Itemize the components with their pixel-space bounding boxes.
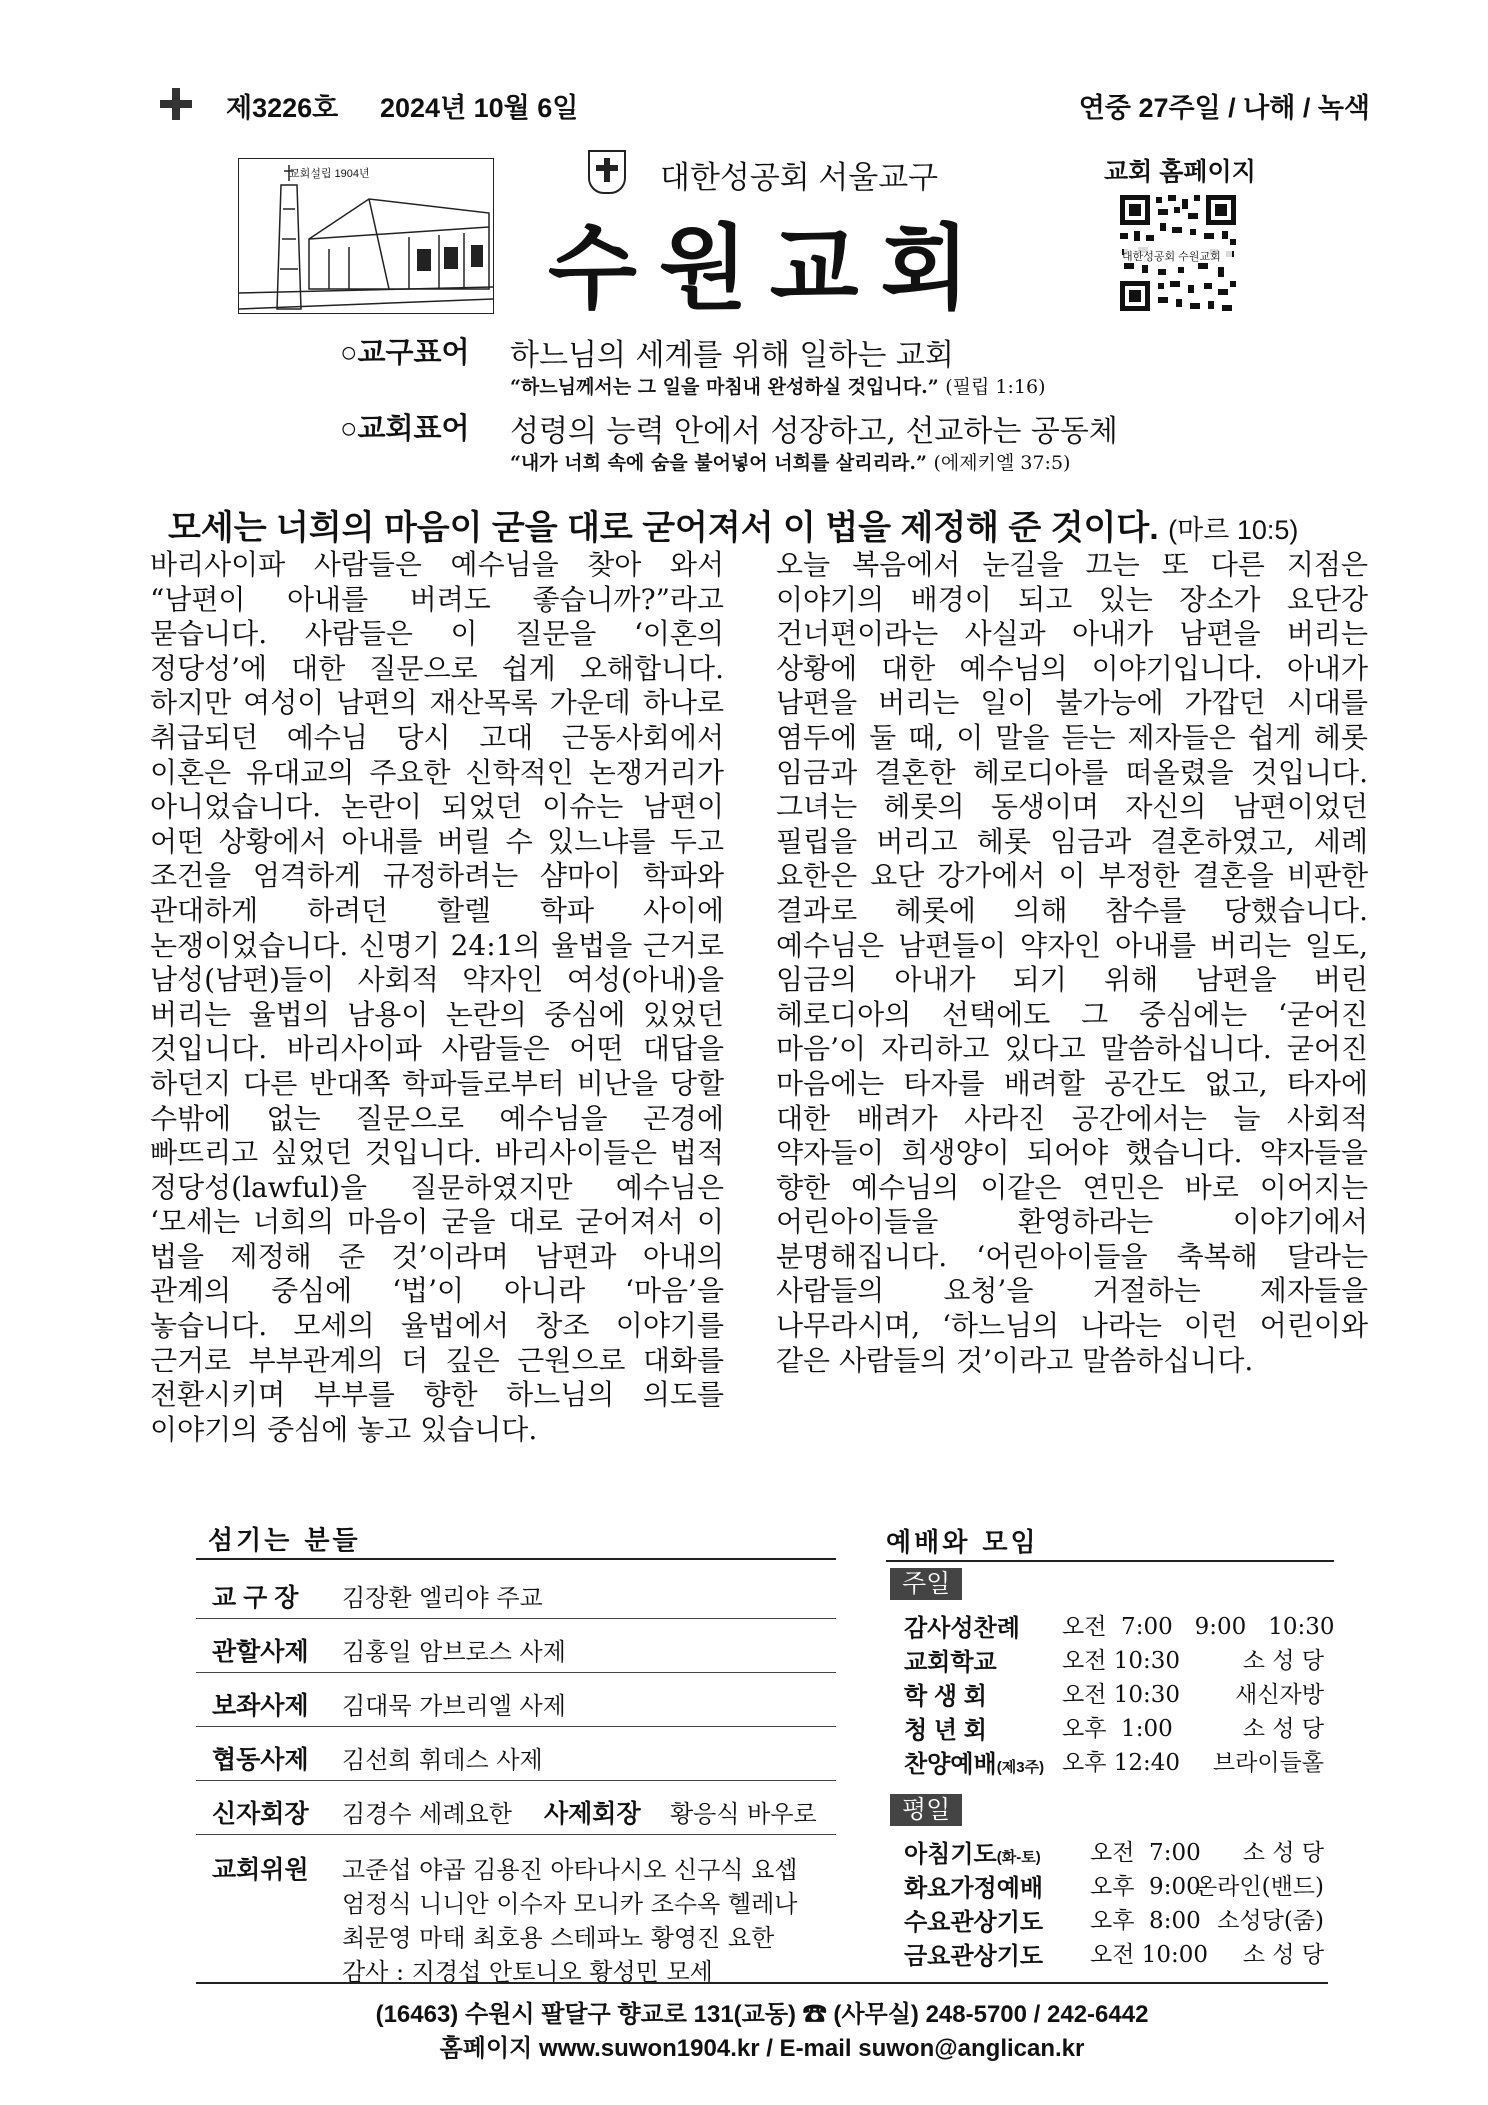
worship-name: 교회학교 <box>904 1649 997 1676</box>
diocese-motto-verse-ref: (필립 1:16) <box>945 376 1046 398</box>
worship-name-text: 아침기도 <box>904 1841 997 1868</box>
sermon-column-right: 오늘 복음에서 눈길을 끄는 또 다른 지점은 이야기의 배경이 되고 있는 장소가 요단강 건너편이라는 사실과 아내가 남편을 버리는 상황에 대한 예수님의 이야기입니다. 아내가 남편을 버리는 일이 불가능에 가깝던 시대를 염두에 둘 때, 이 말을 듣는 제자들은 쉽게 헤롯 임금과 결혼한 헤로디아를 떠올렸을 것입니다. 그녀는 헤롯의 동생이며 자신의 남편이었던 필립을 버리고 헤롯 임금과 결혼하였고, 세례 요한은 요단 강가에서 이 부정한 결혼을 비판한 결과로 헤롯에 의해 참수를 당했습니다. 예수님은 남편들이 약자인 아내를 버리는 일도, 임금의 아내가 되기 위해 남편을 버린 헤로디아의 선택에도 그 중심에는 ‘굳어진 마음’이 자리하고 있다고 말씀하십니다. 굳어진 마음에는 타자를 배려할 공간도 없고, 타자에 대한 배려가 사라진 공간에서는 늘 사회적 약자들이 희생양이 되어야 했습니다. 약자들을 향한 예수님의 이같은 연민은 바로 이어지는 어린아이들을 환영하라는 이야기에서 분명해집니다. ‘어린아이들을 축복해 달라는 사람들의 요청’을 거절하는 제자들을 나무라시며, ‘하느님의 나라는 이런 어린이와 같은 사람들의 것’이라고 말씀하십니다. <box>776 548 1368 1377</box>
worship-time: 오전 10:30 <box>1062 1648 1181 1674</box>
worship-row <box>904 1834 1324 1868</box>
server-name: 김장환 엘리야 주교 <box>342 1584 543 1612</box>
server-role: 신자회장 <box>212 1800 309 1828</box>
worship-time: 오후 12:40 <box>1062 1750 1181 1776</box>
sermon-scripture-ref: (마르 10:5) <box>1168 515 1299 545</box>
liturgical-season: 연중 27주일 / 나해 / 녹색 <box>1078 93 1370 123</box>
server-row <box>196 1622 836 1673</box>
church-motto-label: ○교회표어 <box>340 413 470 445</box>
worship-name: 감사성찬례 <box>904 1615 1020 1642</box>
worship-place: 소 성 당 <box>1242 1648 1324 1674</box>
worship-place: 소 성 당 <box>1242 1840 1324 1866</box>
diocese-motto-verse <box>510 372 1046 399</box>
church-motto-verse-text: “내가 너희 속에 숨을 불어넣어 너희를 살리리라.” <box>510 452 927 474</box>
qr-caption: 대한성공회 수원교회 <box>1122 251 1221 263</box>
diocese-motto: 하느님의 세계를 위해 일하는 교회 <box>510 338 954 373</box>
weekday-tab: 평일 <box>890 1794 962 1826</box>
diocese-motto-verse-text: “하느님께서는 그 일을 마침내 완성하실 것입니다.” <box>510 376 939 398</box>
worship-heading-rule <box>886 1560 1334 1562</box>
worship-place: 소 성 당 <box>1242 1716 1324 1742</box>
committee-row <box>196 1838 836 1988</box>
worship-time: 오후 1:00 <box>1062 1716 1173 1742</box>
worship-note: (제3주) <box>996 1759 1045 1776</box>
worship-place: 소 성 당 <box>1242 1942 1324 1968</box>
committee-line: 엄정식 니니안 이수자 모니카 조수옥 헬레나 <box>342 1890 798 1918</box>
sermon-title <box>168 500 1348 549</box>
worship-row <box>904 1642 1324 1676</box>
homepage-label: 교회 홈페이지 <box>1104 158 1256 186</box>
committee-label: 교회위원 <box>212 1856 309 1884</box>
issue-number: 제3226호 <box>226 93 339 123</box>
committee-line: 고준섭 야곱 김용진 아타나시오 신구식 요셉 <box>342 1856 798 1884</box>
worship-time: 오전 7:00 <box>1090 1840 1201 1866</box>
footer-rule <box>196 1982 1328 1984</box>
worship-place: 온라인(밴드) <box>1194 1874 1324 1900</box>
worship-time: 오전 10:00 <box>1090 1942 1209 1968</box>
servers-heading: 섬기는 분들 <box>208 1526 361 1556</box>
worship-name: 청 년 회 <box>904 1717 987 1744</box>
cross-icon <box>160 88 192 120</box>
diocese-motto-label: ○교구표어 <box>340 337 470 369</box>
worship-name-text: 찬양예배 <box>904 1751 997 1778</box>
server-role: 교 구 장 <box>212 1584 299 1612</box>
worship-note: (화-토) <box>996 1849 1041 1866</box>
server-role: 보좌사제 <box>212 1692 309 1720</box>
church-drawing <box>239 159 493 313</box>
worship-row <box>904 1936 1324 1970</box>
committee-line: 최문영 마태 최호용 스테파노 황영진 요한 <box>342 1924 775 1952</box>
worship-name: 화요가정예배 <box>904 1875 1044 1902</box>
worship-row <box>904 1710 1324 1744</box>
worship-place: 브라이들홀 <box>1212 1750 1324 1776</box>
worship-name <box>904 1744 1044 1779</box>
server-row <box>196 1730 836 1781</box>
church-name: 수원교회 <box>548 214 992 322</box>
worship-place: 소성당(줌) <box>1217 1908 1324 1934</box>
worship-row <box>904 1868 1324 1902</box>
worship-name: 수요관상기도 <box>904 1909 1044 1936</box>
sermon-column-left: 바리사이파 사람들은 예수님을 찾아 와서 “남편이 아내를 버려도 좋습니까?”라고 묻습니다. 사람들은 이 질문을 ‘이혼의 정당성’에 대한 질문으로 쉽게 오해합니다. 하지만 여성이 남편의 재산목록 가운데 하나로 취급되던 예수님 당시 고대 근동사회에서 이혼은 유대교의 주요한 신학적인 논쟁거리가 아니었습니다. 논란이 되었던 이슈는 남편이 어떤 상황에서 아내를 버릴 수 있느냐를 두고 조건을 엄격하게 규정하려는 샴마이 학파와 관대하게 하려던 할렐 학파 사이에 논쟁이었습니다. 신명기 24:1의 율법을 근거로 남성(남편)들이 사회적 약자인 여성(아내)을 버리는 율법의 남용이 논란의 중심에 있었던 것입니다. 바리사이파 사람들은 어떤 대답을 하던지 다른 반대쪽 학파들로부터 비난을 당할 수밖에 없는 질문으로 예수님을 곤경에 빠뜨리고 싶었던 것입니다. 바리사이들은 법적 정당성(lawful)을 질문하였지만 예수님은 ‘모세는 너희의 마음이 굳을 대로 굳어져서 이 법을 제정해 준 것’이라며 남편과 아내의 관계의 중심에 ‘법’이 아니라 ‘마음’을 놓습니다. 모세의 율법에서 창조 이야기를 근거로 부부관계의 더 깊은 근원으로 대화를 전환시키며 부부를 향한 하느님의 의도를 이야기의 중심에 놓고 있습니다. <box>150 548 724 1446</box>
footer-contact[interactable]: 홈페이지 www.suwon1904.kr / E-mail suwon@anglican.kr <box>439 2035 1085 2062</box>
diocese-name: 대한성공회 서울교구 <box>660 160 939 195</box>
worship-name: 금요관상기도 <box>904 1943 1044 1970</box>
auditor-line: 감사 : 지경섭 안토니오 황성민 모세 <box>342 1958 713 1986</box>
worship-row <box>904 1902 1324 1936</box>
footer-address: (16463) 수원시 팔달구 향교로 131(교동) ☎ (사무실) 248-5700 / 242-6442 <box>375 2001 1149 2028</box>
server-name: 김대묵 가브리엘 사제 <box>342 1692 566 1720</box>
church-motto-verse-ref: (에제키엘 37:5) <box>933 452 1071 474</box>
worship-time: 오전 10:30 <box>1062 1682 1181 1708</box>
worship-row <box>904 1744 1324 1778</box>
server-name-2: 황응식 바우로 <box>670 1800 817 1828</box>
server-name: 김경수 세례요한 <box>342 1800 512 1828</box>
servers-heading-rule <box>196 1558 836 1560</box>
diocese-seal-icon <box>588 150 626 194</box>
server-role: 협동사제 <box>212 1746 309 1774</box>
church-motto: 성령의 능력 안에서 성장하고, 선교하는 공동체 <box>510 414 1118 449</box>
server-role-2: 사제회장 <box>544 1800 641 1828</box>
server-role: 관할사제 <box>212 1638 309 1666</box>
worship-row <box>904 1608 1335 1642</box>
issue-date: 2024년 10월 6일 <box>380 93 579 123</box>
server-name: 김홍일 암브로스 사제 <box>342 1638 566 1666</box>
server-row <box>196 1676 836 1727</box>
worship-name: 학 생 회 <box>904 1683 987 1710</box>
worship-time: 오후 8:00 <box>1090 1908 1201 1934</box>
worship-time: 오후 9:00 <box>1090 1874 1201 1900</box>
server-row <box>196 1568 836 1619</box>
server-row <box>196 1784 836 1835</box>
worship-name <box>904 1834 1041 1869</box>
founded-caption: 교회설립 1904년 <box>289 168 370 180</box>
worship-time: 오전 7:00 9:00 10:30 <box>1062 1614 1335 1640</box>
church-building-illustration <box>238 158 494 314</box>
server-name: 김선희 휘데스 사제 <box>342 1746 543 1774</box>
homepage-qr-code[interactable] <box>1118 193 1238 313</box>
worship-heading: 예배와 모임 <box>886 1528 1039 1558</box>
church-motto-verse <box>510 448 1070 475</box>
worship-place: 새신자방 <box>1235 1682 1324 1708</box>
sunday-tab: 주일 <box>890 1568 962 1600</box>
worship-row <box>904 1676 1324 1710</box>
issue-header-bar <box>160 86 1370 126</box>
sermon-title-text: 모세는 너희의 마음이 굳을 대로 굳어져서 이 법을 제정해 준 것이다. <box>168 509 1159 547</box>
